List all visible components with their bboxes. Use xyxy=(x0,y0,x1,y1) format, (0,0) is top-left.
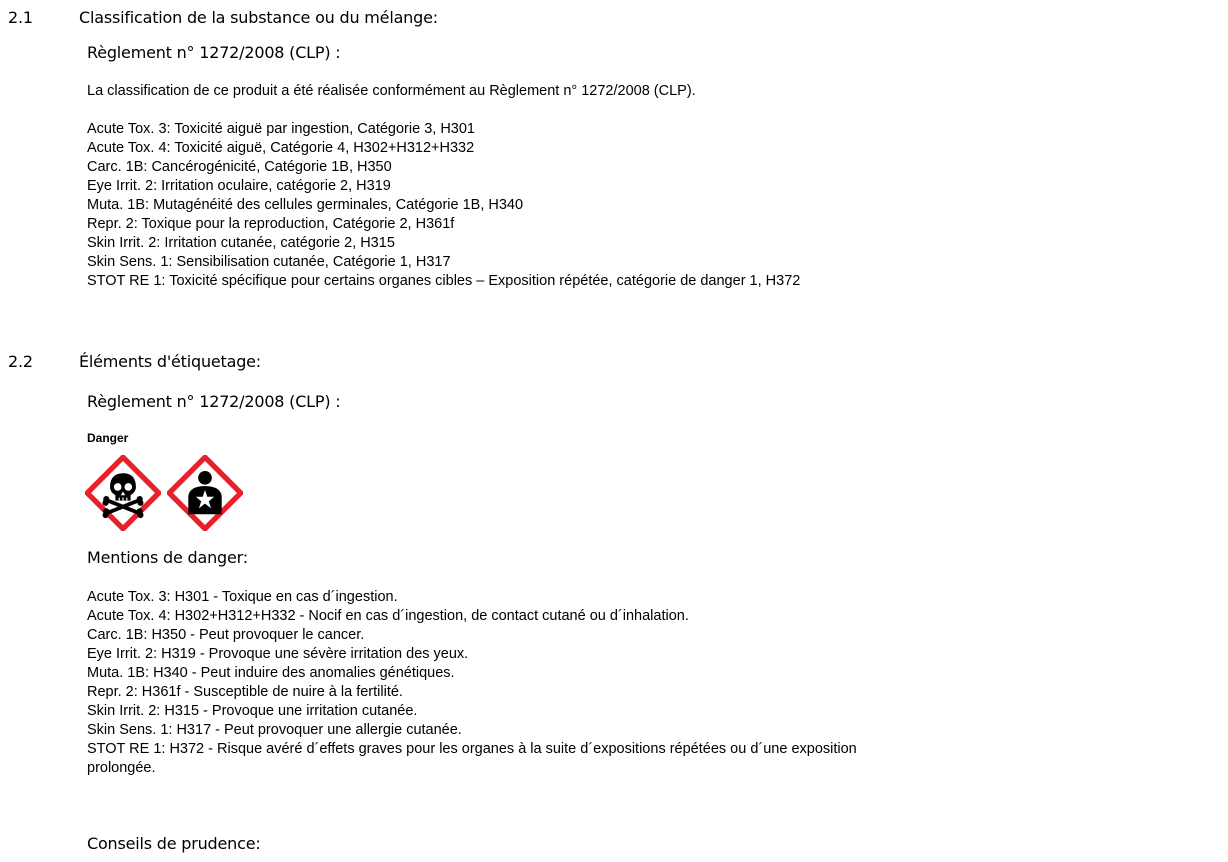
list-item: prolongée. xyxy=(87,760,156,776)
list-item: Repr. 2: H361f - Susceptible de nuire à la fertilité. xyxy=(87,684,403,700)
list-item: Carc. 1B: Cancérogénicité, Catégorie 1B, H350 xyxy=(87,159,392,175)
list-item: Muta. 1B: Mutagénéité des cellules germinales, Catégorie 1B, H340 xyxy=(87,197,524,213)
list-item: Skin Irrit. 2: Irritation cutanée, catégorie 2, H315 xyxy=(87,235,395,251)
list-item: Acute Tox. 4: Toxicité aiguë, Catégorie 4, H302+H312+H332 xyxy=(87,140,475,156)
health-hazard-icon xyxy=(167,455,243,531)
section-title: Éléments d'étiquetage: xyxy=(79,352,261,371)
section-number: 2.1 xyxy=(8,8,33,27)
section-number: 2.2 xyxy=(8,352,33,371)
list-item: Carc. 1B: H350 - Peut provoquer le cancer. xyxy=(87,627,365,643)
list-item: Skin Irrit. 2: H315 - Provoque une irritation cutanée. xyxy=(87,703,418,719)
list-item: Skin Sens. 1: H317 - Peut provoquer une allergie cutanée. xyxy=(87,722,462,738)
list-item: Acute Tox. 4: H302+H312+H332 - Nocif en cas d´ingestion, de contact cutané ou d´inhalation. xyxy=(87,608,689,624)
hazard-statements-heading: Mentions de danger: xyxy=(87,548,248,567)
regulation-heading: Règlement n° 1272/2008 (CLP) : xyxy=(87,43,341,62)
list-item: Eye Irrit. 2: H319 - Provoque une sévère irritation des yeux. xyxy=(87,646,469,662)
list-item: Acute Tox. 3: Toxicité aiguë par ingestion, Catégorie 3, H301 xyxy=(87,121,475,137)
list-item: Skin Sens. 1: Sensibilisation cutanée, Catégorie 1, H317 xyxy=(87,254,451,270)
list-item: STOT RE 1: Toxicité spécifique pour certains organes cibles – Exposition répétée, catégorie de danger 1, H372 xyxy=(87,273,801,289)
list-item: Eye Irrit. 2: Irritation oculaire, catégorie 2, H319 xyxy=(87,178,391,194)
skull-crossbones-icon xyxy=(85,455,161,531)
signal-word: Danger xyxy=(87,431,129,445)
list-item: Muta. 1B: H340 - Peut induire des anomalies génétiques. xyxy=(87,665,455,681)
list-item: STOT RE 1: H372 - Risque avéré d´effets graves pour les organes à la suite d´expositions répétées ou d´une exposition xyxy=(87,741,857,757)
section-title: Classification de la substance ou du mélange: xyxy=(79,8,438,27)
classification-list xyxy=(87,120,800,291)
classification-statement: La classification de ce produit a été réalisée conformément au Règlement n° 1272/2008 (CLP). xyxy=(87,83,696,99)
hazard-statements-list xyxy=(87,588,857,778)
regulation-heading: Règlement n° 1272/2008 (CLP) : xyxy=(87,392,341,411)
list-item: Acute Tox. 3: H301 - Toxique en cas d´ingestion. xyxy=(87,589,398,605)
precautionary-statements-heading: Conseils de prudence: xyxy=(87,834,261,853)
list-item: Repr. 2: Toxique pour la reproduction, Catégorie 2, H361f xyxy=(87,216,455,232)
